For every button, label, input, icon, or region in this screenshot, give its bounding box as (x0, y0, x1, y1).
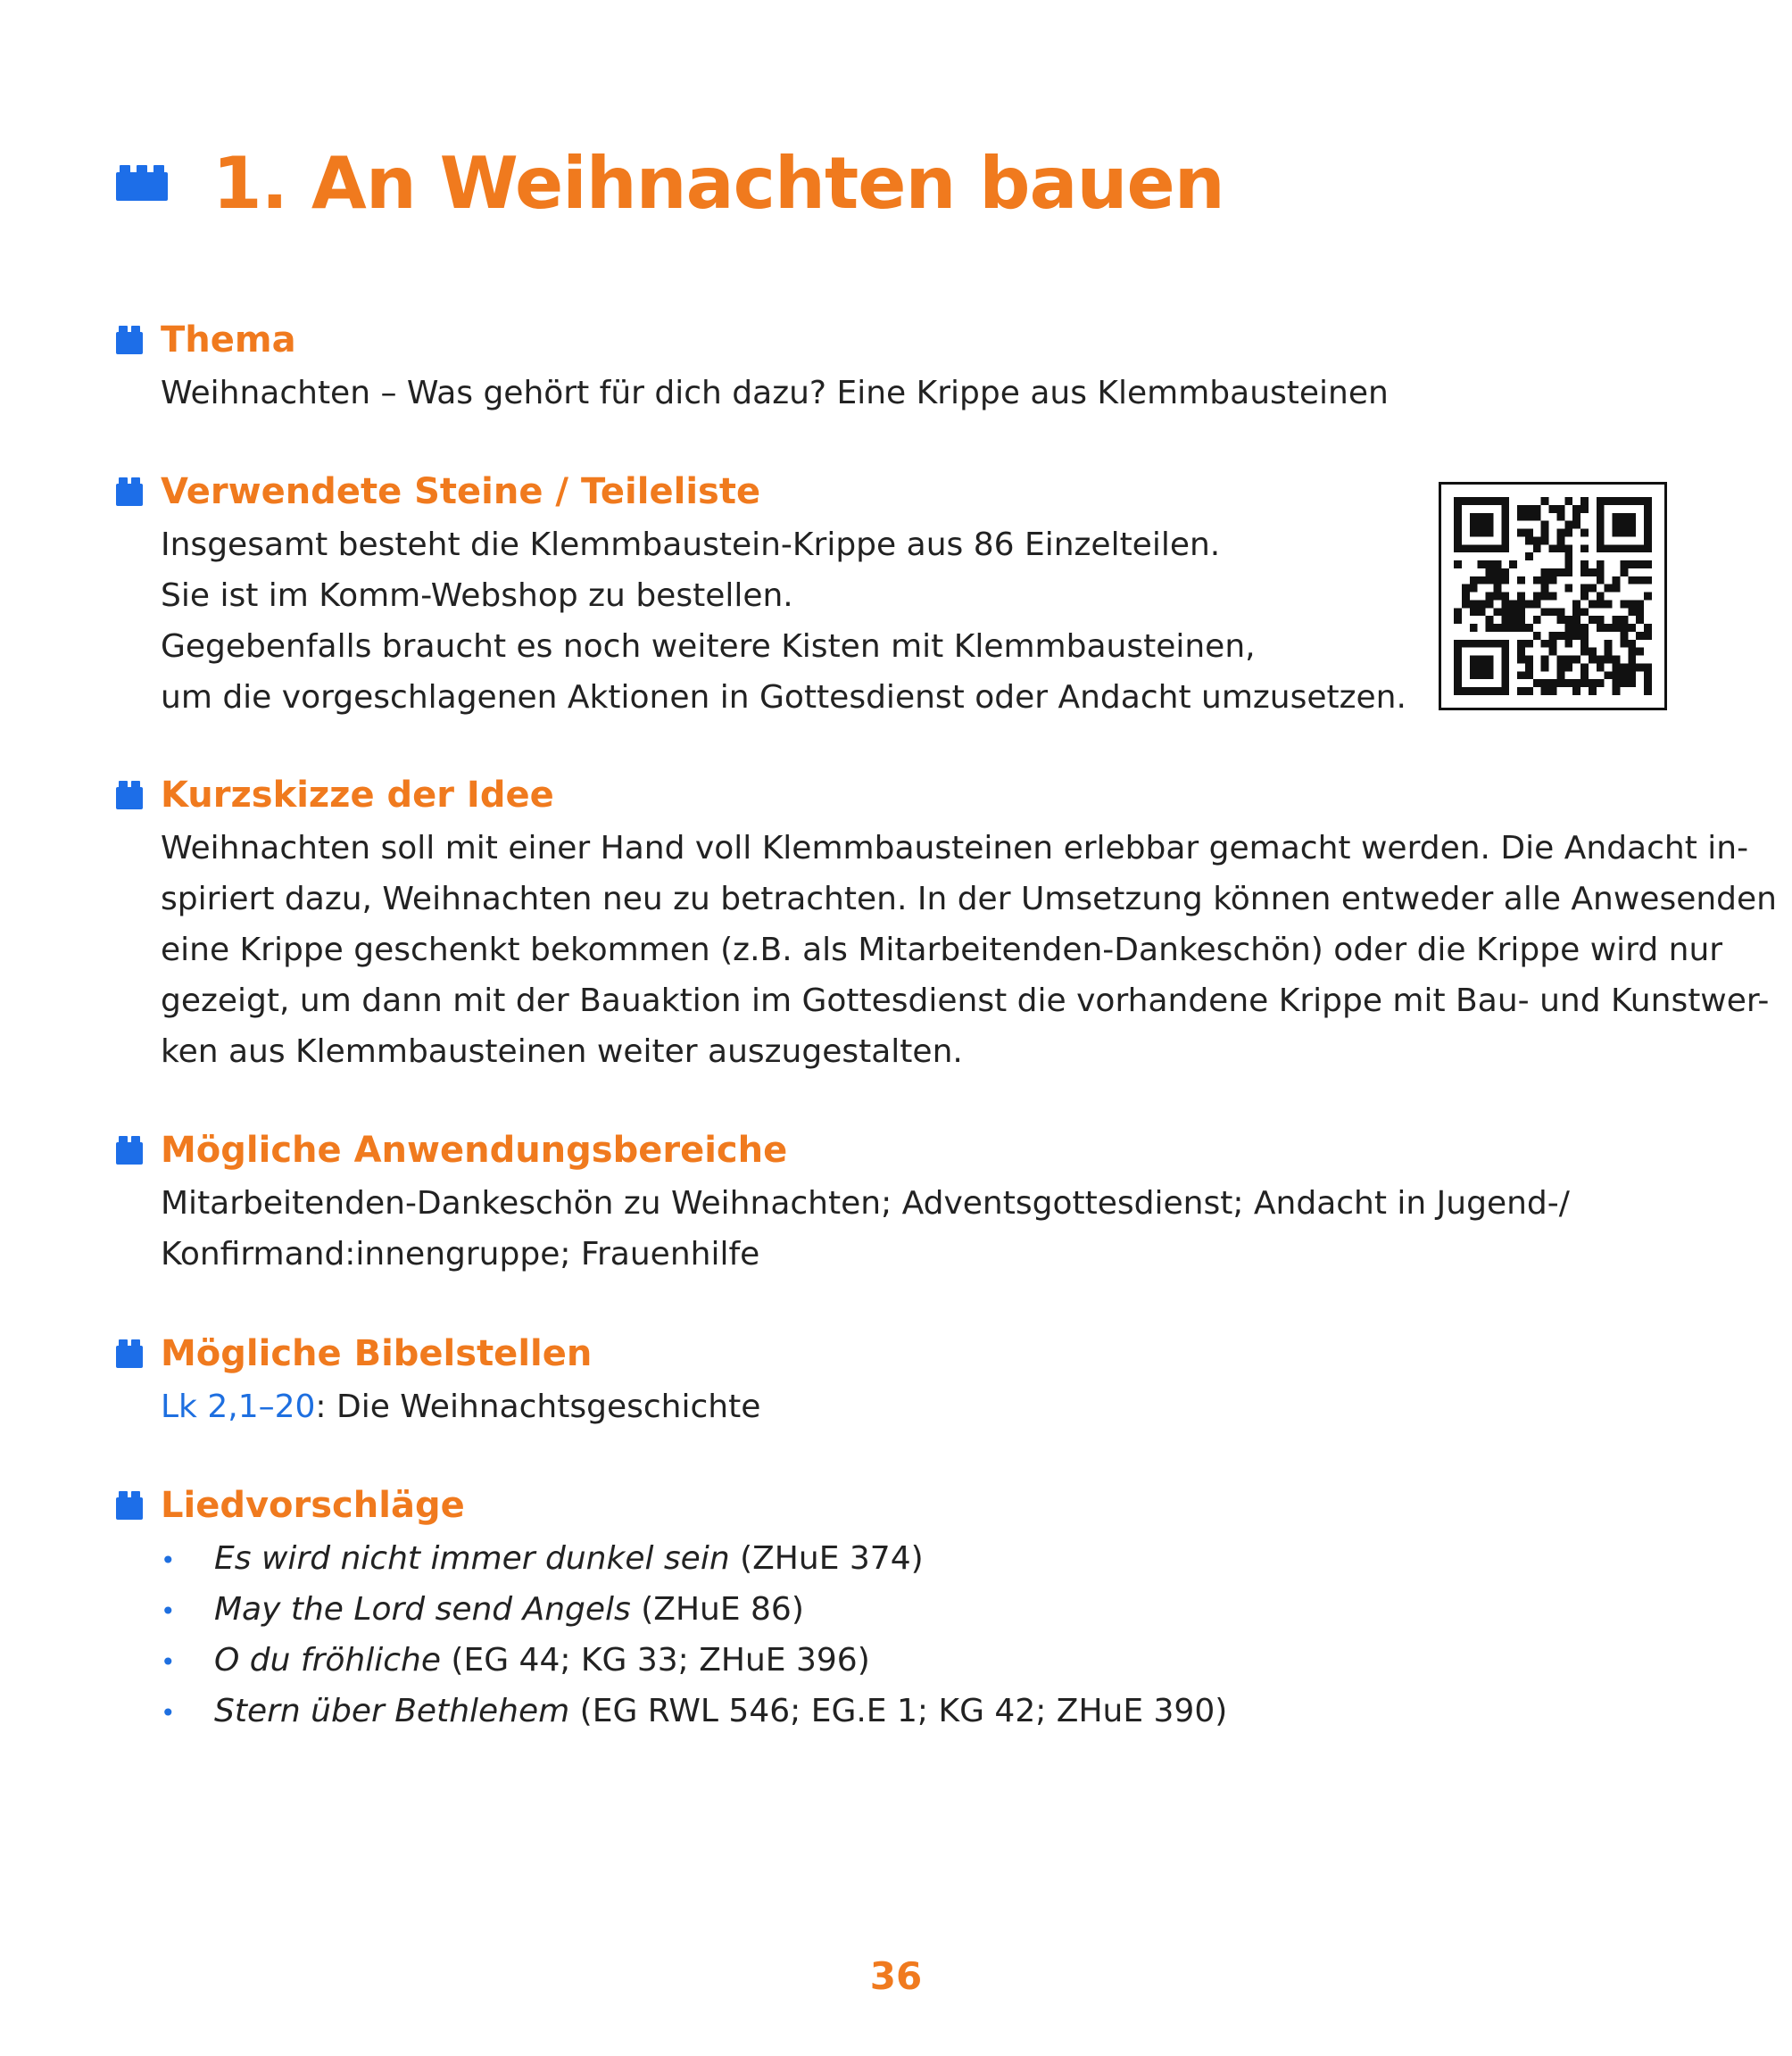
brick-icon (116, 326, 143, 354)
section-heading-steine: Verwendete Steine / Teileliste (161, 471, 761, 512)
brick-icon (116, 477, 143, 506)
song-reference: (EG 44; KG 33; ZHuE 396) (440, 1642, 870, 1679)
qr-code-icon[interactable] (1439, 482, 1667, 710)
song-title: O du fröhliche (214, 1642, 441, 1679)
body-line: Weihnachten soll mit einer Hand voll Klemmbausteinen erlebbar gemacht werden. Die Andacht in- (161, 830, 1749, 866)
section-heading-anwendung: Mögliche Anwendungsbereiche (161, 1130, 788, 1171)
page-title-text: 1. An Weihnachten bauen (212, 141, 1224, 225)
song-list (161, 1533, 1227, 1737)
brick-icon (116, 1339, 143, 1368)
body-line: um die vorgeschlagenen Aktionen in Gottesdienst oder Andacht umzusetzen. (161, 679, 1406, 716)
brick-icon (116, 1491, 143, 1520)
brick-icon (116, 1136, 143, 1165)
section-anwendung (116, 1128, 1570, 1280)
section-body-kurzskizze (161, 823, 1777, 1077)
song-title: Stern über Bethlehem (214, 1693, 570, 1729)
bullet: • (161, 1596, 176, 1626)
bullet: • (161, 1546, 176, 1575)
page-number: 36 (869, 1954, 923, 1998)
bullet: • (161, 1698, 176, 1728)
section-thema (116, 318, 1389, 419)
section-heading-lieder: Liedvorschläge (161, 1485, 465, 1526)
section-body-steine (161, 519, 1406, 723)
section-body-thema (161, 368, 1389, 419)
bible-reference-link[interactable]: Lk 2,1–20 (161, 1389, 316, 1425)
brick-icon (116, 781, 143, 809)
brick-icon (116, 165, 168, 201)
section-body-anwendung (161, 1178, 1570, 1280)
body-line: gezeigt, um dann mit der Bauaktion im Gottesdienst die vorhandene Krippe mit Bau- und Kunstwer- (161, 982, 1770, 1019)
song-reference: (ZHuE 86) (630, 1591, 804, 1628)
body-line: Gegebenfalls braucht es noch weitere Kisten mit Klemmbausteinen, (161, 628, 1256, 665)
section-lieder (116, 1483, 1227, 1737)
page-title (116, 134, 1224, 232)
section-kurzskizze (116, 773, 1777, 1077)
body-line: Insgesamt besteht die Klemmbaustein-Krippe aus 86 Einzelteilen. (161, 526, 1221, 563)
bullet: • (161, 1647, 176, 1677)
song-item (161, 1686, 1227, 1737)
section-body-bibel (161, 1381, 760, 1432)
song-reference: (ZHuE 374) (729, 1540, 924, 1577)
song-item (161, 1584, 1227, 1635)
body-line: Sie ist im Komm-Webshop zu bestellen. (161, 577, 793, 614)
section-body-lieder (161, 1533, 1227, 1737)
section-bibel (116, 1331, 760, 1432)
body-line: Mitarbeitenden-Dankeschön zu Weihnachten; Adventsgottesdienst; Andacht in Jugend-/ (161, 1185, 1570, 1222)
body-line: Konfirmand:innengruppe; Frauenhilfe (161, 1236, 760, 1273)
song-reference: (EG RWL 546; EG.E 1; KG 42; ZHuE 390) (569, 1693, 1228, 1729)
song-title: May the Lord send Angels (214, 1591, 631, 1628)
song-item (161, 1635, 1227, 1686)
section-steine (116, 469, 1406, 723)
body-line: eine Krippe geschenkt bekommen (z.B. als Mitarbeitenden-Dankeschön) oder die Krippe wird nur (161, 932, 1723, 968)
song-item (161, 1533, 1227, 1584)
body-line: Weihnachten – Was gehört für dich dazu? Eine Krippe aus Klemmbausteinen (161, 375, 1389, 411)
section-heading-bibel: Mögliche Bibelstellen (161, 1333, 593, 1374)
section-heading-kurzskizze: Kurzskizze der Idee (161, 775, 554, 816)
song-title: Es wird nicht immer dunkel sein (214, 1540, 730, 1577)
body-line: ken aus Klemmbausteinen weiter auszugestalten. (161, 1033, 963, 1070)
bible-reference-text: : Die Weihnachtsgeschichte (315, 1389, 761, 1425)
body-line: spiriert dazu, Weihnachten neu zu betrachten. In der Umsetzung können entweder alle Anwesenden (161, 881, 1777, 917)
section-heading-thema: Thema (161, 319, 296, 361)
